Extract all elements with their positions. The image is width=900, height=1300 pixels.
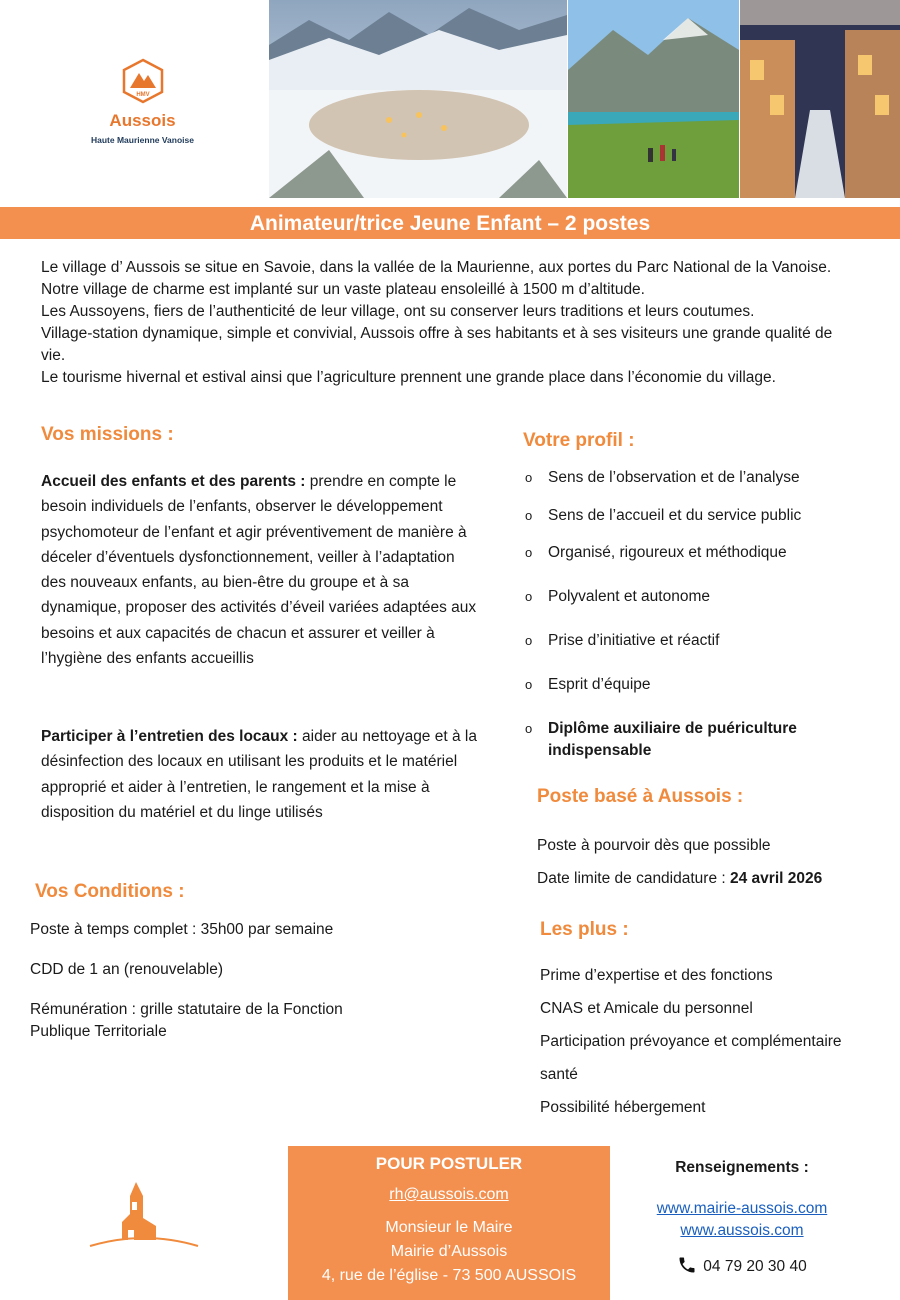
plus-item: santé [540,1066,578,1083]
missions-heading: Vos missions : [41,424,174,445]
info-column [642,1159,842,1276]
list-item: o Esprit d’équipe [525,674,651,696]
intro-text [41,257,853,389]
bullet-icon: o [525,470,533,485]
deadline-text: Date limite de candidature : 24 avril 2026 [537,870,823,887]
bullet-icon: o [525,589,533,604]
bullet-icon: o [525,508,533,523]
photo-winter-village [269,0,567,198]
condition-item: CDD de 1 an (renouvelable) [30,961,223,978]
plus-heading: Les plus : [540,919,629,940]
brand-subtitle: Haute Maurienne Vanoise [91,135,194,145]
plus-item: Prime d’expertise et des fonctions [540,967,773,984]
list-item: o Polyvalent et autonome [525,586,710,608]
mountain-logo-icon [121,58,165,104]
intro-paragraph: Le village d’ Aussois se situe en Savoie, dans la vallée de la Maurienne, aux portes du Parc National de la Vanoise. [41,259,832,276]
mission-maintenance [41,724,477,825]
availability-text: Poste à pourvoir dès que possible [537,837,771,854]
brand-logo [80,58,205,145]
website-link-mairie[interactable]: www.mairie-aussois.com [656,1200,828,1217]
location-heading: Poste basé à Aussois : [537,786,744,807]
bullet-icon: o [525,545,533,560]
list-item: o Organisé, rigoureux et méthodique [525,542,787,564]
church-logo-icon [88,1178,200,1252]
list-item-diploma: o Diplôme auxiliaire de puériculture indispensable [525,720,797,759]
photo-summer-lake [568,0,739,198]
deadline-date: 24 avril 2026 [730,870,823,887]
photo-village-street [740,0,900,198]
page-title: Animateur/trice Jeune Enfant – 2 postes [0,207,900,239]
bullet-icon: o [525,721,533,736]
mission-text: aider au nettoyage et à la désinfection des locaux en utilisant les produits et le matériel approprié et aider à l’entretien, le rangement et la mise à disposition du matériel et du linge utilisés [41,728,477,821]
mission-text: prendre en compte le besoin individuels de l’enfants, observer le développement psychomoteur de l’enfant et agir préventivement de manière à déceler d’éventuels dysfonctionnement, veiller à l’adaptation des nouveaux enfants, au bien-être du groupe et à sa dynamique, proposer des activités d’éveil variées adaptées aux besoins et aux capacités de chacun et assurer et veiller à l’hygiène des enfants accueillis [41,473,477,668]
plus-item: Participation prévoyance et complémentaire [540,1033,842,1050]
profile-heading: Votre profil : [523,430,635,451]
phone-icon [677,1255,697,1275]
mission-reception [41,469,477,671]
apply-email-link[interactable]: rh@aussois.com [389,1186,509,1203]
brand-name: Aussois [109,111,176,130]
mission-lead: Accueil des enfants et des parents : [41,473,306,490]
intro-paragraph: Les Aussoyens, fiers de l’authenticité de leur village, ont su conserver leurs traditions et leurs coutumes. [41,303,755,320]
apply-address: Monsieur le Maire Mairie d’Aussois 4, rue de l’église - 73 500 AUSSOIS [321,1219,577,1284]
intro-paragraph: Village-station dynamique, simple et convivial, Aussois offre à ses habitants et à ses visiteurs une grande qualité de vie. [41,325,833,364]
list-item: o Sens de l’accueil et du service public [525,505,801,527]
intro-paragraph: Notre village de charme est implanté sur un vaste plateau ensoleillé à 1500 m d’altitude. [41,281,645,298]
apply-box [288,1146,610,1300]
intro-paragraph: Le tourisme hivernal et estival ainsi que l’agriculture prennent une grande place dans l’économie du village. [41,369,776,386]
plus-item: Possibilité hébergement [540,1099,706,1116]
conditions-heading: Vos Conditions : [35,881,185,902]
apply-title: POUR POSTULER [375,1154,523,1173]
condition-pay-line1: Rémunération : grille statutaire de la Fonction [30,1001,343,1018]
phone-line [642,1255,842,1276]
condition-pay-line2: Publique Territoriale [30,1023,167,1040]
mission-lead: Participer à l’entretien des locaux : [41,728,298,745]
website-link-aussois[interactable]: www.aussois.com [680,1222,804,1239]
bullet-icon: o [525,633,533,648]
list-item: o Sens de l’observation et de l’analyse [525,467,800,489]
logo-badge: HMV [135,92,150,98]
list-item: o Prise d’initiative et réactif [525,630,719,652]
plus-item: CNAS et Amicale du personnel [540,1000,753,1017]
phone-number: 04 79 20 30 40 [703,1258,807,1275]
condition-item: Poste à temps complet : 35h00 par semaine [30,921,334,938]
bullet-icon: o [525,677,533,692]
info-heading: Renseignements : [675,1159,809,1176]
